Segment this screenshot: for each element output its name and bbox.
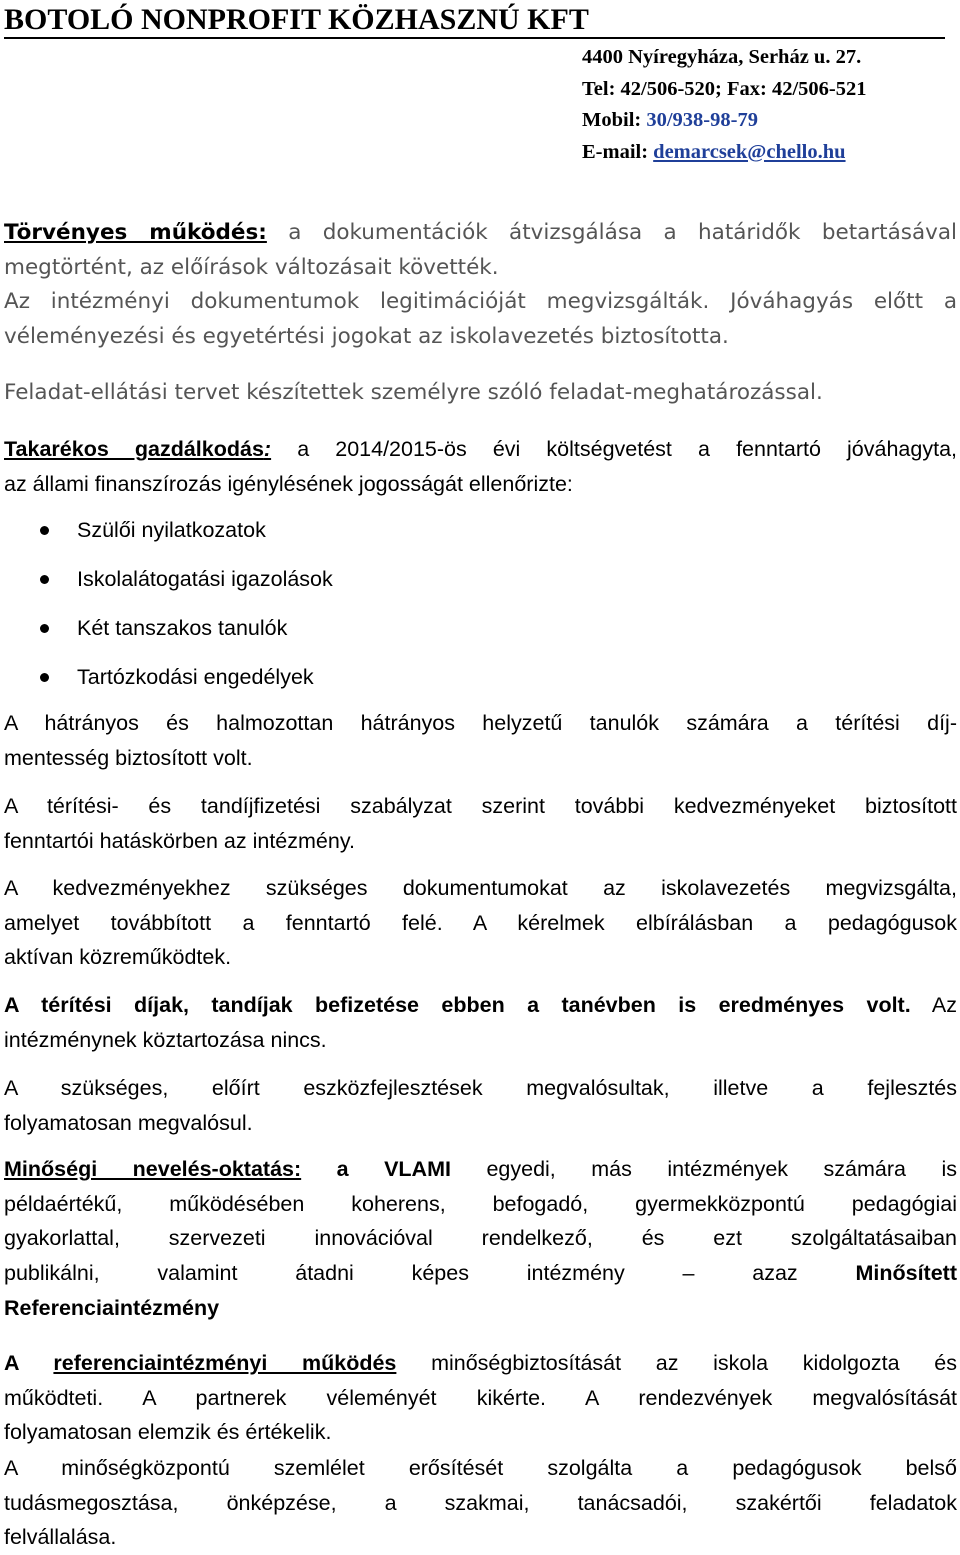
bullet-icon — [40, 624, 49, 633]
paragraph-line: véleményezési és egyetértési jogokat az iskolavezetés biztosította. — [4, 323, 729, 349]
mobile-label: Mobil: — [582, 109, 647, 131]
paragraph-quality-approach: A minőségközpontú szemlélet erősítését szolgálta a pedagógusok belső tudásmegosztása, önképzése, a szakmai, tanácsadói, szakértői feladatok felvállalása. — [4, 1456, 957, 1550]
reference-operation-term: referenciaintézményi működés — [53, 1351, 397, 1375]
paragraph-task-plan: Feladat-ellátási tervet készítettek személyre szóló feladat-meghatározással. — [4, 380, 823, 405]
paragraph-line: megtörtént, az előírások változásait követték. — [4, 254, 499, 280]
section-heading-quality: Minőségi nevelés-oktatás: — [4, 1157, 302, 1181]
document-page: BOTOLÓ NONPROFIT KÖZHASZNÚ KFT 4400 Nyíregyháza, Serház u. 27. Tel: 42/506-520; Fax: 42/506-521 Mobil: 30/938-98-79 E-mail: demarcsek@chello.hu Törvényes működés: a dokumentációk átvizsgálása a határidők betartásával megtörtént, az előírások változásait követték. Az intézményi dokumentumok legitimációját megvizsgálták. Jóváhagyás előtt a véleményezési és egyetértési jogokat az iskolavezetés biztosította. Feladat-ellátási tervet készítettek személyre szóló feladat-meghatározással. Takarékos gazdálkodás: a 2014/2015-ös évi költségvetést a fenntartó jóváhagyta, az állami finanszírozás igénylésének jogosságát ellenőrizte: Szülői nyilatkozatok Iskolalátogatási igazolások Két tanszakos tanulók Tartózkodási engedélyek A hátrányos és halmozottan hátrányos helyzetű tanulók számára a térítési díj- mentesség biztosított volt. A térítési- és tandíjfizetési szabályzat szerint további kedvezményeket biztosított fenntartói hatáskörben az intézmény. A kedvezményekhez szükséges dokumentumokat az iskolavezetés megvizsgálta, amelyet továbbított a fenntartó felé. A kérelmek elbírálásban a pedagógusok aktívan közreműködtek. A térítési díjak, tandíjak befizetése ebben a tanévben is eredményes volt. Az intézménynek köztartozása nincs. A szükséges, előírt eszközfejlesztések megvalósultak, illetve a fejlesztés folyamatosan megvalósul. Minőségi nevelés-oktatás: a VLAMI egyedi, más intézmények számára is példaértékű, működésében koherens, befogadó, gyermekközpontú pedagógiai gyakorlattal, szervezeti innovációval rendelkező, és ezt szolgáltatásaiban publikálni, valamint átadni képes intézmény – azaz Minősített Referenciaintézmény A referenciaintézményi működés minőségbiztosítását az iskola kidolgozta és működteti. A partnerek véleményét kikérte. A rendezvények megvalósítását folyamatosan elemzik és értékelik. A minőségközpontú szemlélet erősítését szolgálta a pedagógusok belső tudásmegosztása, önképzése, a szakmai, tanácsadói, szakértői feladatok felvállalása. — [0, 0, 960, 1548]
paragraph-line: Takarékos gazdálkodás: a 2014/2015-ös évi költségvetést a fenntartó jóváhagyta, — [4, 437, 957, 461]
email-line — [582, 137, 867, 169]
bullet-icon — [40, 673, 49, 682]
org-name-heading: BOTOLÓ NONPROFIT KÖZHASZNÚ KFT — [4, 4, 945, 39]
email-label: E-mail: — [582, 140, 654, 163]
bullet-icon — [40, 575, 49, 584]
paragraph-line: Törvényes működés: a dokumentációk átvizsgálása a határidők betartásával — [4, 220, 958, 245]
section-quality-education: Minőségi nevelés-oktatás: a VLAMI egyedi, más intézmények számára is példaértékű, működésében koherens, befogadó, gyermekközpontú pedagógiai gyakorlattal, szervezeti innovációval rendelkező, és ezt szolgáltatásaiban publikálni, valamint átadni képes intézmény – azaz Minősített Referenciaintézmény — [4, 1157, 957, 1320]
mobile-value: 30/938-98-79 — [646, 109, 758, 131]
phone-line: Tel: 42/506-520; Fax: 42/506-521 — [582, 77, 867, 100]
email-link[interactable]: demarcsek@chello.hu — [653, 140, 846, 163]
bullet-icon — [40, 526, 49, 535]
section-heading-economy: Takarékos gazdálkodás — [4, 437, 264, 461]
section-heading-legal: Törvényes működés: — [4, 220, 267, 245]
address-line: 4400 Nyíregyháza, Serház u. 27. — [582, 46, 862, 68]
paragraph-disadvantaged: A hátrányos és halmozottan hátrányos helyzetű tanulók számára a térítési díj- mentesség biztosított volt. — [4, 711, 957, 770]
section-legal-operation — [4, 216, 957, 354]
section-economical-management — [4, 432, 957, 501]
paragraph-line: az állami finanszírozás igénylésének jogosságát ellenőrizte: — [4, 471, 573, 496]
contact-block — [582, 42, 867, 168]
paragraph-reference-institution: A referenciaintézményi működés minőségbiztosítását az iskola kidolgozta és működteti. A partnerek véleményét kikérte. A rendezvények megvalósítását folyamatosan elemzik és értékelik. — [4, 1351, 958, 1445]
paragraph-equipment: A szükséges, előírt eszközfejlesztések megvalósultak, illetve a fejlesztés folyamatosan megvalósul. — [4, 1076, 957, 1135]
mobile-line — [582, 105, 867, 137]
paragraph-fee-rules: A térítési- és tandíjfizetési szabályzat szerint további kedvezményeket biztosított fenntartói hatáskörben az intézmény. — [4, 794, 957, 853]
paragraph-line: Az intézményi dokumentumok legitimációját megvizsgálták. Jóváhagyás előtt a — [4, 289, 957, 315]
paragraph-fee-payment: A térítési díjak, tandíjak befizetése ebben a tanévben is eredményes volt. Az intézménynek köztartozása nincs. — [4, 993, 957, 1052]
paragraph-discount-docs: A kedvezményekhez szükséges dokumentumokat az iskolavezetés megvizsgálta, amelyet továbbított a fenntartó felé. A kérelmek elbírálásban a pedagógusok aktívan közreműködtek. — [4, 876, 957, 970]
